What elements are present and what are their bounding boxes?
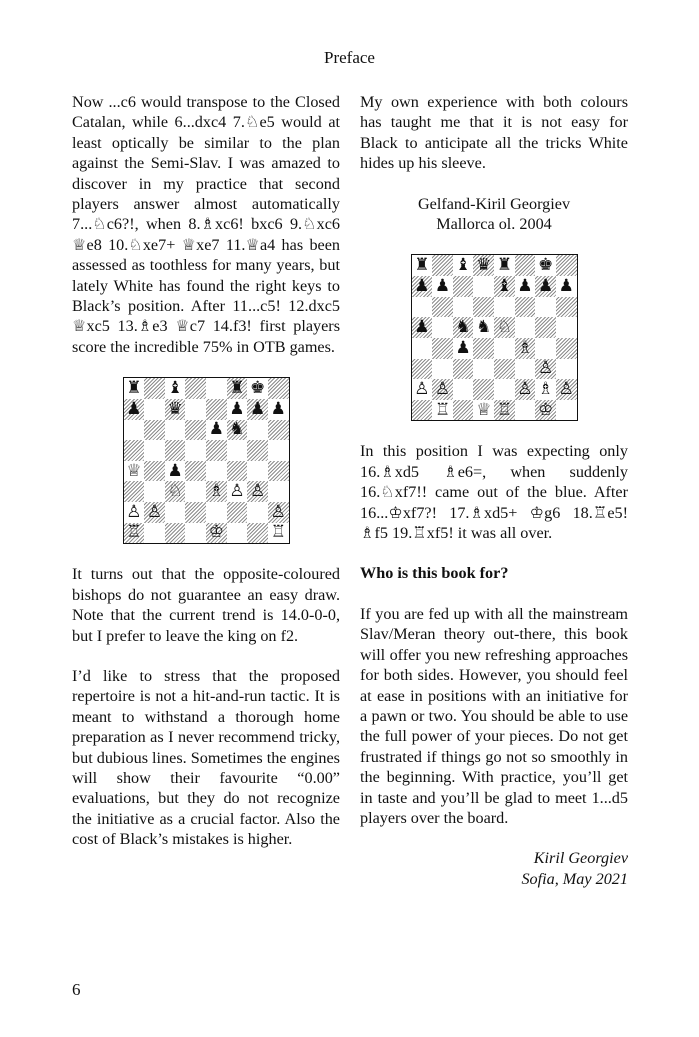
chess-square (473, 359, 494, 380)
chess-piece-square: ♟ (165, 461, 186, 482)
chess-square (432, 255, 453, 276)
chess-diagram-1 (123, 377, 290, 544)
chess-square (247, 502, 268, 523)
chess-square (144, 440, 165, 461)
chess-square (556, 338, 577, 359)
chess-piece-square: ♖ (124, 523, 145, 544)
chess-square (432, 317, 453, 338)
author-signature: Kiril Georgiev (533, 849, 628, 868)
chess-square (473, 276, 494, 297)
chess-piece-square: ♜ (227, 378, 248, 399)
chess-piece-square: ♝ (453, 255, 474, 276)
chess-square (124, 481, 145, 502)
chess-square (473, 297, 494, 318)
chess-piece-square: ♙ (247, 481, 268, 502)
chess-square (165, 523, 186, 544)
chess-square (144, 461, 165, 482)
chess-square (227, 461, 248, 482)
chess-square (412, 338, 433, 359)
chess-piece-square: ♙ (412, 379, 433, 400)
chess-piece-square: ♞ (227, 420, 248, 441)
chess-square (268, 481, 289, 502)
chess-piece-square: ♞ (473, 317, 494, 338)
chess-square (515, 297, 536, 318)
chess-square (227, 440, 248, 461)
chess-square (247, 523, 268, 544)
chess-square (268, 378, 289, 399)
right-column (360, 92, 628, 889)
chess-piece-square: ♖ (268, 523, 289, 544)
chess-square (144, 378, 165, 399)
paragraph: In this position I was expecting only 16.♗xd5 ♗e6=, when suddenly 16.♘xf7!! came out of the blue. After 16...♔xf7?! 17.♗xd5+ ♔g6 18.♖e5! ♗f5 19.♖xf5! it was all over. (360, 442, 628, 543)
chess-square (144, 523, 165, 544)
chess-square (185, 420, 206, 441)
chess-square (124, 420, 145, 441)
chess-square (494, 297, 515, 318)
chess-square (144, 481, 165, 502)
chess-square (206, 461, 227, 482)
chess-square (453, 276, 474, 297)
chess-piece-square: ♙ (227, 481, 248, 502)
chess-square (247, 420, 268, 441)
chess-piece-square: ♟ (412, 317, 433, 338)
chess-square (268, 420, 289, 441)
chess-square (268, 461, 289, 482)
paragraph: Now ...c6 would transpose to the Closed Catalan, while 6...dxc4 7.♘e5 would at least optically be similar to the plan against the Semi-Slav. I was amazed to discover in my practice that second players answer almost automatically 7...♘c6?!, when 8.♗xc6! bxc6 9.♘xc6 ♕e8 10.♘xe7+ ♕xe7 11.♕a4 has been assessed as toothless for many years, but lately White has found the right keys to Black’s position. After 11...c5! 12.dxc5 ♕xc5 13.♗e3 ♕c7 14.f3! first players score the incredible 75% in OTB games. (72, 93, 340, 356)
chess-square (453, 359, 474, 380)
chess-square (556, 255, 577, 276)
diagram-wrapper (360, 254, 628, 421)
diagram-wrapper (72, 377, 340, 544)
chess-square (535, 297, 556, 318)
chess-square (535, 317, 556, 338)
chess-square (556, 400, 577, 421)
chess-square (453, 297, 474, 318)
chess-piece-square: ♜ (124, 378, 145, 399)
chess-piece-square: ♖ (432, 400, 453, 421)
chess-piece-square: ♙ (515, 379, 536, 400)
chess-piece-square: ♞ (453, 317, 474, 338)
chess-piece-square: ♙ (535, 359, 556, 380)
chess-piece-square: ♚ (535, 255, 556, 276)
chess-piece-square: ♙ (144, 502, 165, 523)
chess-square (535, 338, 556, 359)
chess-diagram-2 (411, 254, 578, 421)
chess-piece-square: ♛ (473, 255, 494, 276)
running-head: Preface (324, 48, 375, 67)
chess-piece-square: ♔ (206, 523, 227, 544)
chess-square (206, 502, 227, 523)
chess-square (227, 523, 248, 544)
chess-piece-square: ♜ (412, 255, 433, 276)
chess-piece-square: ♟ (268, 399, 289, 420)
chess-square (206, 399, 227, 420)
chess-square (556, 297, 577, 318)
chess-square (515, 400, 536, 421)
paragraph: My own experience with both colours has taught me that it is not easy for Black to anticipate all the tricks White hides up his sleeve. (360, 93, 628, 173)
chess-piece-square: ♝ (165, 378, 186, 399)
chess-square (268, 440, 289, 461)
chess-square (473, 379, 494, 400)
chess-square (412, 297, 433, 318)
chess-piece-square: ♘ (165, 481, 186, 502)
chess-square (185, 481, 206, 502)
chess-piece-square: ♟ (247, 399, 268, 420)
chess-square (185, 461, 206, 482)
chess-square (412, 400, 433, 421)
chess-piece-square: ♖ (494, 400, 515, 421)
chess-square (165, 502, 186, 523)
chess-square (432, 359, 453, 380)
paragraph: It turns out that the opposite-coloured bishops do not guarantee an easy draw. Note that the current trend is 14.0-0-0, but I prefer to leave the king on f2. (72, 565, 340, 645)
chess-square (453, 400, 474, 421)
chess-piece-square: ♟ (206, 420, 227, 441)
left-column (72, 92, 340, 850)
chess-piece-square: ♗ (535, 379, 556, 400)
chess-square (124, 440, 145, 461)
chess-piece-square: ♛ (165, 399, 186, 420)
chess-piece-square: ♕ (473, 400, 494, 421)
chess-square (185, 523, 206, 544)
chess-square (247, 461, 268, 482)
chess-square (206, 378, 227, 399)
chess-piece-square: ♟ (227, 399, 248, 420)
chess-piece-square: ♙ (432, 379, 453, 400)
chess-square (515, 255, 536, 276)
chess-square (556, 317, 577, 338)
chess-piece-square: ♟ (556, 276, 577, 297)
chess-square (185, 502, 206, 523)
chess-piece-square: ♟ (432, 276, 453, 297)
chess-piece-square: ♚ (247, 378, 268, 399)
chess-square (165, 420, 186, 441)
chess-square (144, 399, 165, 420)
chess-square (165, 440, 186, 461)
chess-square (185, 378, 206, 399)
chess-square (494, 359, 515, 380)
chess-square (432, 338, 453, 359)
chess-square (206, 440, 227, 461)
chess-piece-square: ♗ (515, 338, 536, 359)
chess-piece-square: ♟ (535, 276, 556, 297)
chess-square (556, 359, 577, 380)
chess-square (185, 440, 206, 461)
chess-piece-square: ♟ (453, 338, 474, 359)
chess-square (515, 359, 536, 380)
game-heading-players: Gelfand-Kiril Georgiev (417, 194, 571, 213)
chess-piece-square: ♜ (494, 255, 515, 276)
chess-square (185, 399, 206, 420)
game-heading-event: Mallorca ol. 2004 (436, 215, 552, 234)
chess-piece-square: ♔ (535, 400, 556, 421)
chess-piece-square: ♟ (124, 399, 145, 420)
chess-square (227, 502, 248, 523)
chess-piece-square: ♘ (494, 317, 515, 338)
chess-piece-square: ♕ (124, 461, 145, 482)
chess-piece-square: ♗ (206, 481, 227, 502)
chess-piece-square: ♟ (412, 276, 433, 297)
chess-piece-square: ♟ (515, 276, 536, 297)
chess-square (473, 338, 494, 359)
chess-square (144, 420, 165, 441)
chess-piece-square: ♝ (494, 276, 515, 297)
chess-square (412, 359, 433, 380)
chess-square (247, 440, 268, 461)
page-number: 6 (72, 980, 81, 999)
chess-piece-square: ♙ (556, 379, 577, 400)
chess-square (453, 379, 474, 400)
chess-piece-square: ♙ (268, 502, 289, 523)
chess-piece-square: ♙ (124, 502, 145, 523)
chess-square (432, 297, 453, 318)
section-heading: Who is this book for? (360, 564, 509, 583)
chess-square (494, 379, 515, 400)
place-date: Sofia, May 2021 (521, 869, 628, 888)
chess-square (515, 317, 536, 338)
paragraph: I’d like to stress that the proposed repertoire is not a hit-and-run tactic. It is meant to withstand a thorough home preparation as I never recommend tricky, but dubious lines. Sometimes the engines will show their favourite “0.00” evaluations, but they do not recognize the initiative as a crucial factor. Also the cost of Black’s mistakes is higher. (72, 666, 340, 849)
paragraph: If you are fed up with all the mainstream Slav/Meran theory out-there, this book will offer you new refreshing approaches for both sides. However, you should feel at ease in positions with an initiative for a pawn or two. You should be able to use the full power of your pieces. Do not get frustrated if things go not so smoothly in the beginning. With practice, you’ll get in taste and you’ll be glad to meet 1...d5 players over the board. (360, 604, 628, 827)
chess-square (494, 338, 515, 359)
